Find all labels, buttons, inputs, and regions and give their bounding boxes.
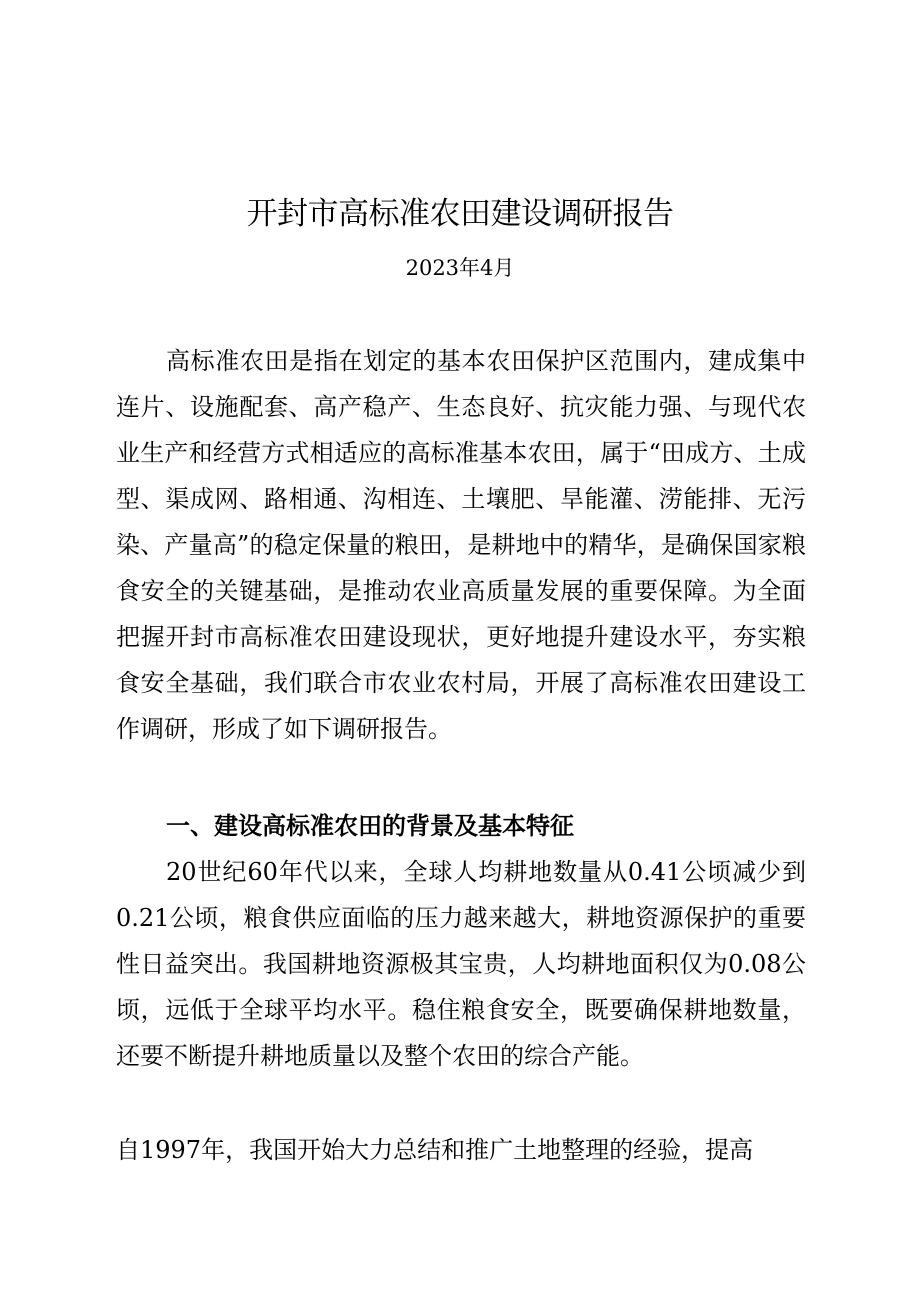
background-paragraph: 20世纪60年代以来，全球人均耕地数量从0.41公顷减少到0.21公顷，粮食供应面临的压力越来越大，耕地资源保护的重要性日益突出。我国耕地资源极其宝贵，人均耕地面积仅为0.08公顷，远低于全球平均水平。稳住粮食安全，既要确保耕地数量，还要不断提升耕地质量以及整个农田的综合产能。 [116,858,806,1070]
document-date: 2023年4月 [405,256,515,280]
intro-paragraph: 高标准农田是指在划定的基本农田保护区范围内，建成集中连片、设施配套、高产稳产、生态良好、抗灾能力强、与现代农业生产和经营方式相适应的高标准基本农田，属于“田成方、土成型、渠成网、路相通、沟相连、土壤肥、旱能灌、涝能排、无污染、产量高”的稳定保量的粮田，是耕地中的精华，是确保国家粮食安全的关键基础，是推动农业高质量发展的重要保障。为全面把握开封市高标准农田建设现状，更好地提升建设水平，夯实粮食安全基础，我们联合市农业农村局，开展了高标准农田建设工作调研，形成了如下调研报告。 [116,347,806,743]
history-paragraph: 自1997年，我国开始大力总结和推广土地整理的经验，提高 [116,1136,754,1164]
section-heading: 一、建设高标准农田的背景及基本特征 [166,811,574,840]
document-title: 开封市高标准农田建设调研报告 [246,196,674,232]
